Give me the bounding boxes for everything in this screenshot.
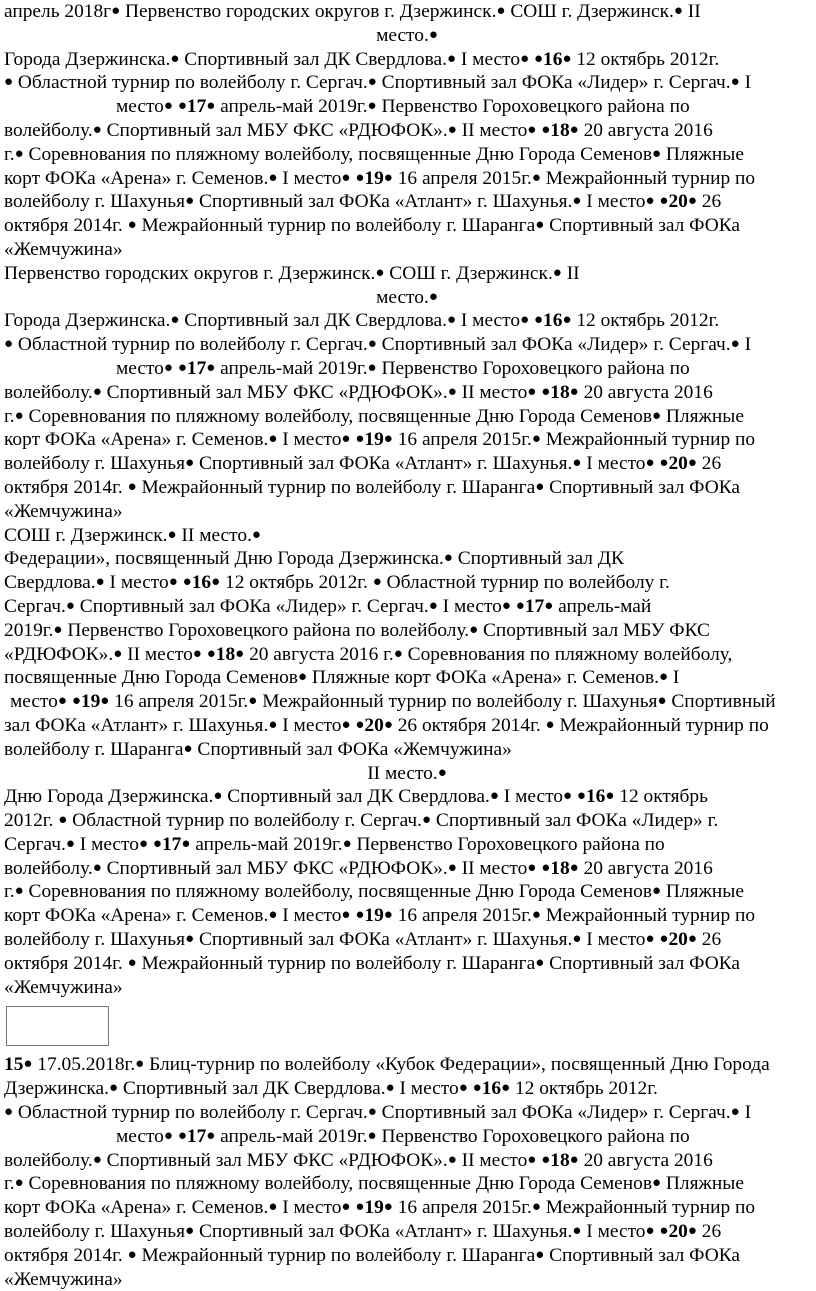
line: волейболу.● Спортивный зал МБУ ФКС «РДЮФОК».● II место● ●18● 20 августа 2016	[4, 119, 713, 141]
line: II место.●	[367, 762, 447, 784]
line: ● Областной турнир по волейболу г. Сергач.● Спортивный зал ФОКа «Лидер» г. Сергач.● I	[4, 1102, 752, 1124]
text-block-5	[4, 1053, 810, 1291]
line: октября 2014г. ● Межрайонный турнир по волейболу г. Шаранга● Спортивный зал ФОКа	[4, 215, 740, 237]
line: г.● Соревнования по пляжному волейболу, посвященные Дню Города Семенов● Пляжные	[4, 881, 744, 903]
text-block-3	[4, 524, 810, 762]
line: волейболу.● Спортивный зал МБУ ФКС «РДЮФОК».● II место● ●18● 20 августа 2016	[4, 1149, 713, 1171]
line: Дню Города Дзержинска.● Спортивный зал ДК Свердлова.● I место● ●16● 12 октябрь	[4, 786, 708, 808]
line: СОШ г. Дзержинск.● II место.●	[4, 524, 261, 546]
line: волейболу.● Спортивный зал МБУ ФКС «РДЮФОК».● II место● ●18● 20 августа 2016	[4, 381, 713, 403]
line: г.● Соревнования по пляжному волейболу, посвященные Дню Города Семенов● Пляжные	[4, 405, 744, 427]
line: октября 2014г. ● Межрайонный турнир по волейболу г. Шаранга● Спортивный зал ФОКа	[4, 476, 740, 498]
line: «Жемчужина»	[4, 238, 123, 260]
line: «Жемчужина»	[4, 500, 123, 522]
line: место.●	[376, 24, 438, 46]
line: 2012г. ● Областной турнир по волейболу г. Сергач.● Спортивный зал ФОКа «Лидер» г.	[4, 810, 719, 832]
line: место● ●19● 16 апреля 2015г.● Межрайонный турнир по волейболу г. Шахунья● Спортивный	[10, 691, 776, 713]
line: волейболу г. Шахунья● Спортивный зал ФОКа «Атлант» г. Шахунья.● I место● ●20● 26	[4, 929, 722, 951]
line: волейболу.● Спортивный зал МБУ ФКС «РДЮФОК».● II место● ●18● 20 августа 2016	[4, 857, 713, 879]
line: Города Дзержинска.● Спортивный зал ДК Свердлова.● I место● ●16● 12 октябрь 2012г.	[4, 48, 720, 70]
line: апрель 2018г● Первенство городских округов г. Дзержинск.● СОШ г. Дзержинск.● II	[4, 1, 701, 22]
line: Первенство городских округов г. Дзержинск.● СОШ г. Дзержинск.● II	[4, 262, 580, 284]
line: «Жемчужина»	[4, 1268, 123, 1290]
text-block-4	[4, 762, 810, 1000]
line: октября 2014г. ● Межрайонный турнир по волейболу г. Шаранга● Спортивный зал ФОКа	[4, 952, 740, 974]
line: волейболу г. Шахунья● Спортивный зал ФОКа «Атлант» г. Шахунья.● I место● ●20● 26	[4, 1221, 722, 1243]
line: посвященные Дню Города Семенов● Пляжные корт ФОКа «Арена» г. Семенов.● I	[4, 667, 680, 689]
line: корт ФОКа «Арена» г. Семенов.● I место● ●19● 16 апреля 2015г.● Межрайонный турнир по	[4, 905, 756, 927]
empty-image-frame	[6, 1006, 109, 1046]
line: 2019г.● Первенство Гороховецкого района по волейболу.● Спортивный зал МБУ ФКС	[4, 619, 710, 641]
line: ● Областной турнир по волейболу г. Сергач.● Спортивный зал ФОКа «Лидер» г. Сергач.● I	[4, 72, 752, 94]
line: место● ●17● апрель-май 2019г.● Первенство Гороховецкого района по	[116, 1125, 690, 1147]
line: место● ●17● апрель-май 2019г.● Первенство Гороховецкого района по	[116, 96, 690, 118]
line: корт ФОКа «Арена» г. Семенов.● I место● ●19● 16 апреля 2015г.● Межрайонный турнир по	[4, 1197, 756, 1219]
line: место● ●17● апрель-май 2019г.● Первенство Гороховецкого района по	[116, 357, 690, 379]
line: «Жемчужина»	[4, 976, 123, 998]
line: Города Дзержинска.● Спортивный зал ДК Свердлова.● I место● ●16● 12 октябрь 2012г.	[4, 310, 720, 332]
line: волейболу г. Шаранга● Спортивный зал ФОКа «Жемчужина»	[4, 738, 512, 760]
line: корт ФОКа «Арена» г. Семенов.● I место● ●19● 16 апреля 2015г.● Межрайонный турнир по	[4, 167, 756, 189]
text-block-1	[4, 0, 810, 262]
line: корт ФОКа «Арена» г. Семенов.● I место● ●19● 16 апреля 2015г.● Межрайонный турнир по	[4, 429, 756, 451]
line: Сергач.● Спортивный зал ФОКа «Лидер» г. Сергач.● I место● ●17● апрель-май	[4, 595, 652, 617]
text-block-2	[4, 262, 810, 524]
line: Дзержинска.● Спортивный зал ДК Свердлова.● I место● ●16● 12 октябрь 2012г.	[4, 1078, 658, 1100]
line: «РДЮФОК».● II место● ●18● 20 августа 2016 г.● Соревнования по пляжному волейболу,	[4, 643, 733, 665]
line: волейболу г. Шахунья● Спортивный зал ФОКа «Атлант» г. Шахунья.● I место● ●20● 26	[4, 453, 722, 475]
line: волейболу г. Шахунья● Спортивный зал ФОКа «Атлант» г. Шахунья.● I место● ●20● 26	[4, 191, 722, 213]
line: 15● 17.05.2018г.● Блиц-турнир по волейболу «Кубок Федерации», посвященный Дню Города	[4, 1054, 770, 1076]
line: Федерации», посвященный Дню Города Дзержинска.● Спортивный зал ДК	[4, 548, 624, 570]
line: г.● Соревнования по пляжному волейболу, посвященные Дню Города Семенов● Пляжные	[4, 1173, 744, 1195]
line: ● Областной турнир по волейболу г. Сергач.● Спортивный зал ФОКа «Лидер» г. Сергач.● I	[4, 334, 752, 356]
line: Сергач.● I место● ●17● апрель-май 2019г.● Первенство Гороховецкого района по	[4, 833, 665, 855]
line: место.●	[376, 286, 438, 308]
line: г.● Соревнования по пляжному волейболу, посвященные Дню Города Семенов● Пляжные	[4, 143, 744, 165]
line: октября 2014г. ● Межрайонный турнир по волейболу г. Шаранга● Спортивный зал ФОКа	[4, 1244, 740, 1266]
line: зал ФОКа «Атлант» г. Шахунья.● I место● ●20● 26 октября 2014г. ● Межрайонный турнир по	[4, 714, 769, 736]
line: Свердлова.● I место● ●16● 12 октябрь 2012г. ● Областной турнир по волейболу г.	[4, 572, 670, 594]
